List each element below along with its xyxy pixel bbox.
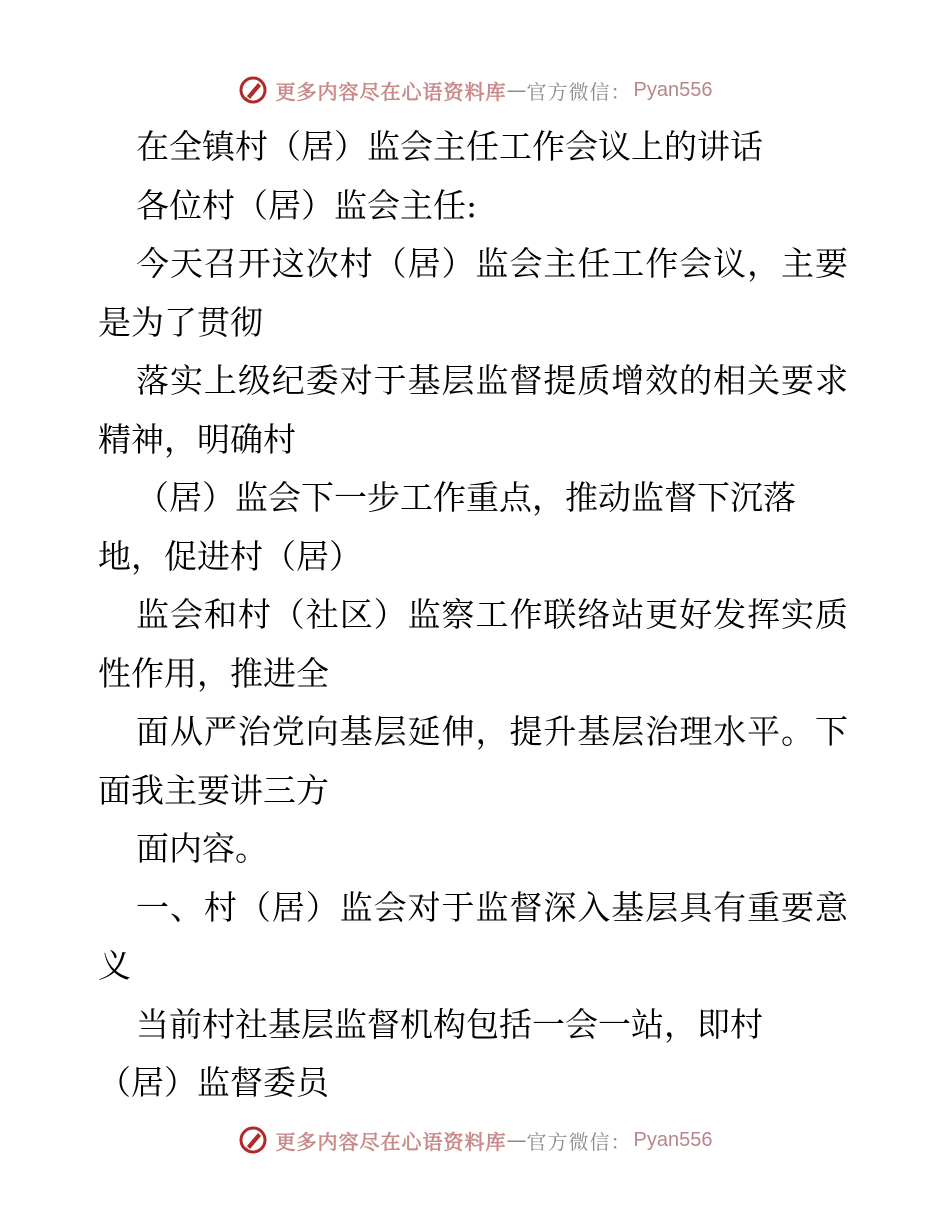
text-line: 性作用，推进全 — [98, 653, 329, 693]
text-line: 面我主要讲三方 — [98, 770, 329, 810]
text-line: 监会和村（社区）监察工作联络站更好发挥实质 — [136, 595, 848, 634]
watermark-wechat-label: 官方微信： — [526, 79, 632, 104]
text-line: 面从严治党向基层延伸，提升基层治理水平。下 — [136, 712, 848, 751]
text-line: 是为了贯彻 — [98, 302, 263, 342]
text-line: 落实上级纪委对于基层监督提质增效的相关要求 — [136, 361, 848, 400]
watermark-text: 更多内容尽在心语资料库 — [275, 1129, 507, 1154]
watermark-dash: — — [506, 78, 527, 102]
salutation: 各位村（居）监会主任: — [136, 185, 478, 225]
document-title: 在全镇村（居）监会主任工作会议上的讲话 — [136, 127, 763, 166]
watermark-text: 更多内容尽在心语资料库 — [275, 79, 507, 104]
document-body — [98, 118, 858, 1113]
section-heading: 一、村（居）监会对于监督深入基层具有重要意 — [136, 887, 848, 927]
text-line: 地，促进村（居） — [98, 536, 362, 576]
watermark-dash: — — [506, 1128, 527, 1152]
section-heading-continued: 义 — [98, 946, 131, 985]
pen-logo-icon — [238, 1125, 268, 1155]
text-line: （居）监会下一步工作重点，推动监督下沉落 — [136, 478, 796, 517]
watermark-wechat-id: Pyan556 — [633, 78, 713, 101]
text-line: 当前村社基层监督机构包括一会一站，即村 — [136, 1004, 763, 1044]
watermark-wechat-label: 官方微信： — [526, 1129, 632, 1154]
pen-logo-icon — [238, 75, 268, 105]
text-line: （居）监督委员 — [98, 1063, 329, 1102]
watermark-banner-top — [0, 70, 950, 110]
watermark-banner-bottom — [0, 1120, 950, 1160]
text-line: 今天召开这次村（居）监会主任工作会议，主要 — [136, 244, 848, 283]
watermark-wechat-id: Pyan556 — [633, 1128, 713, 1151]
text-line: 面内容。 — [136, 829, 268, 868]
text-line: 精神，明确村 — [98, 419, 296, 459]
